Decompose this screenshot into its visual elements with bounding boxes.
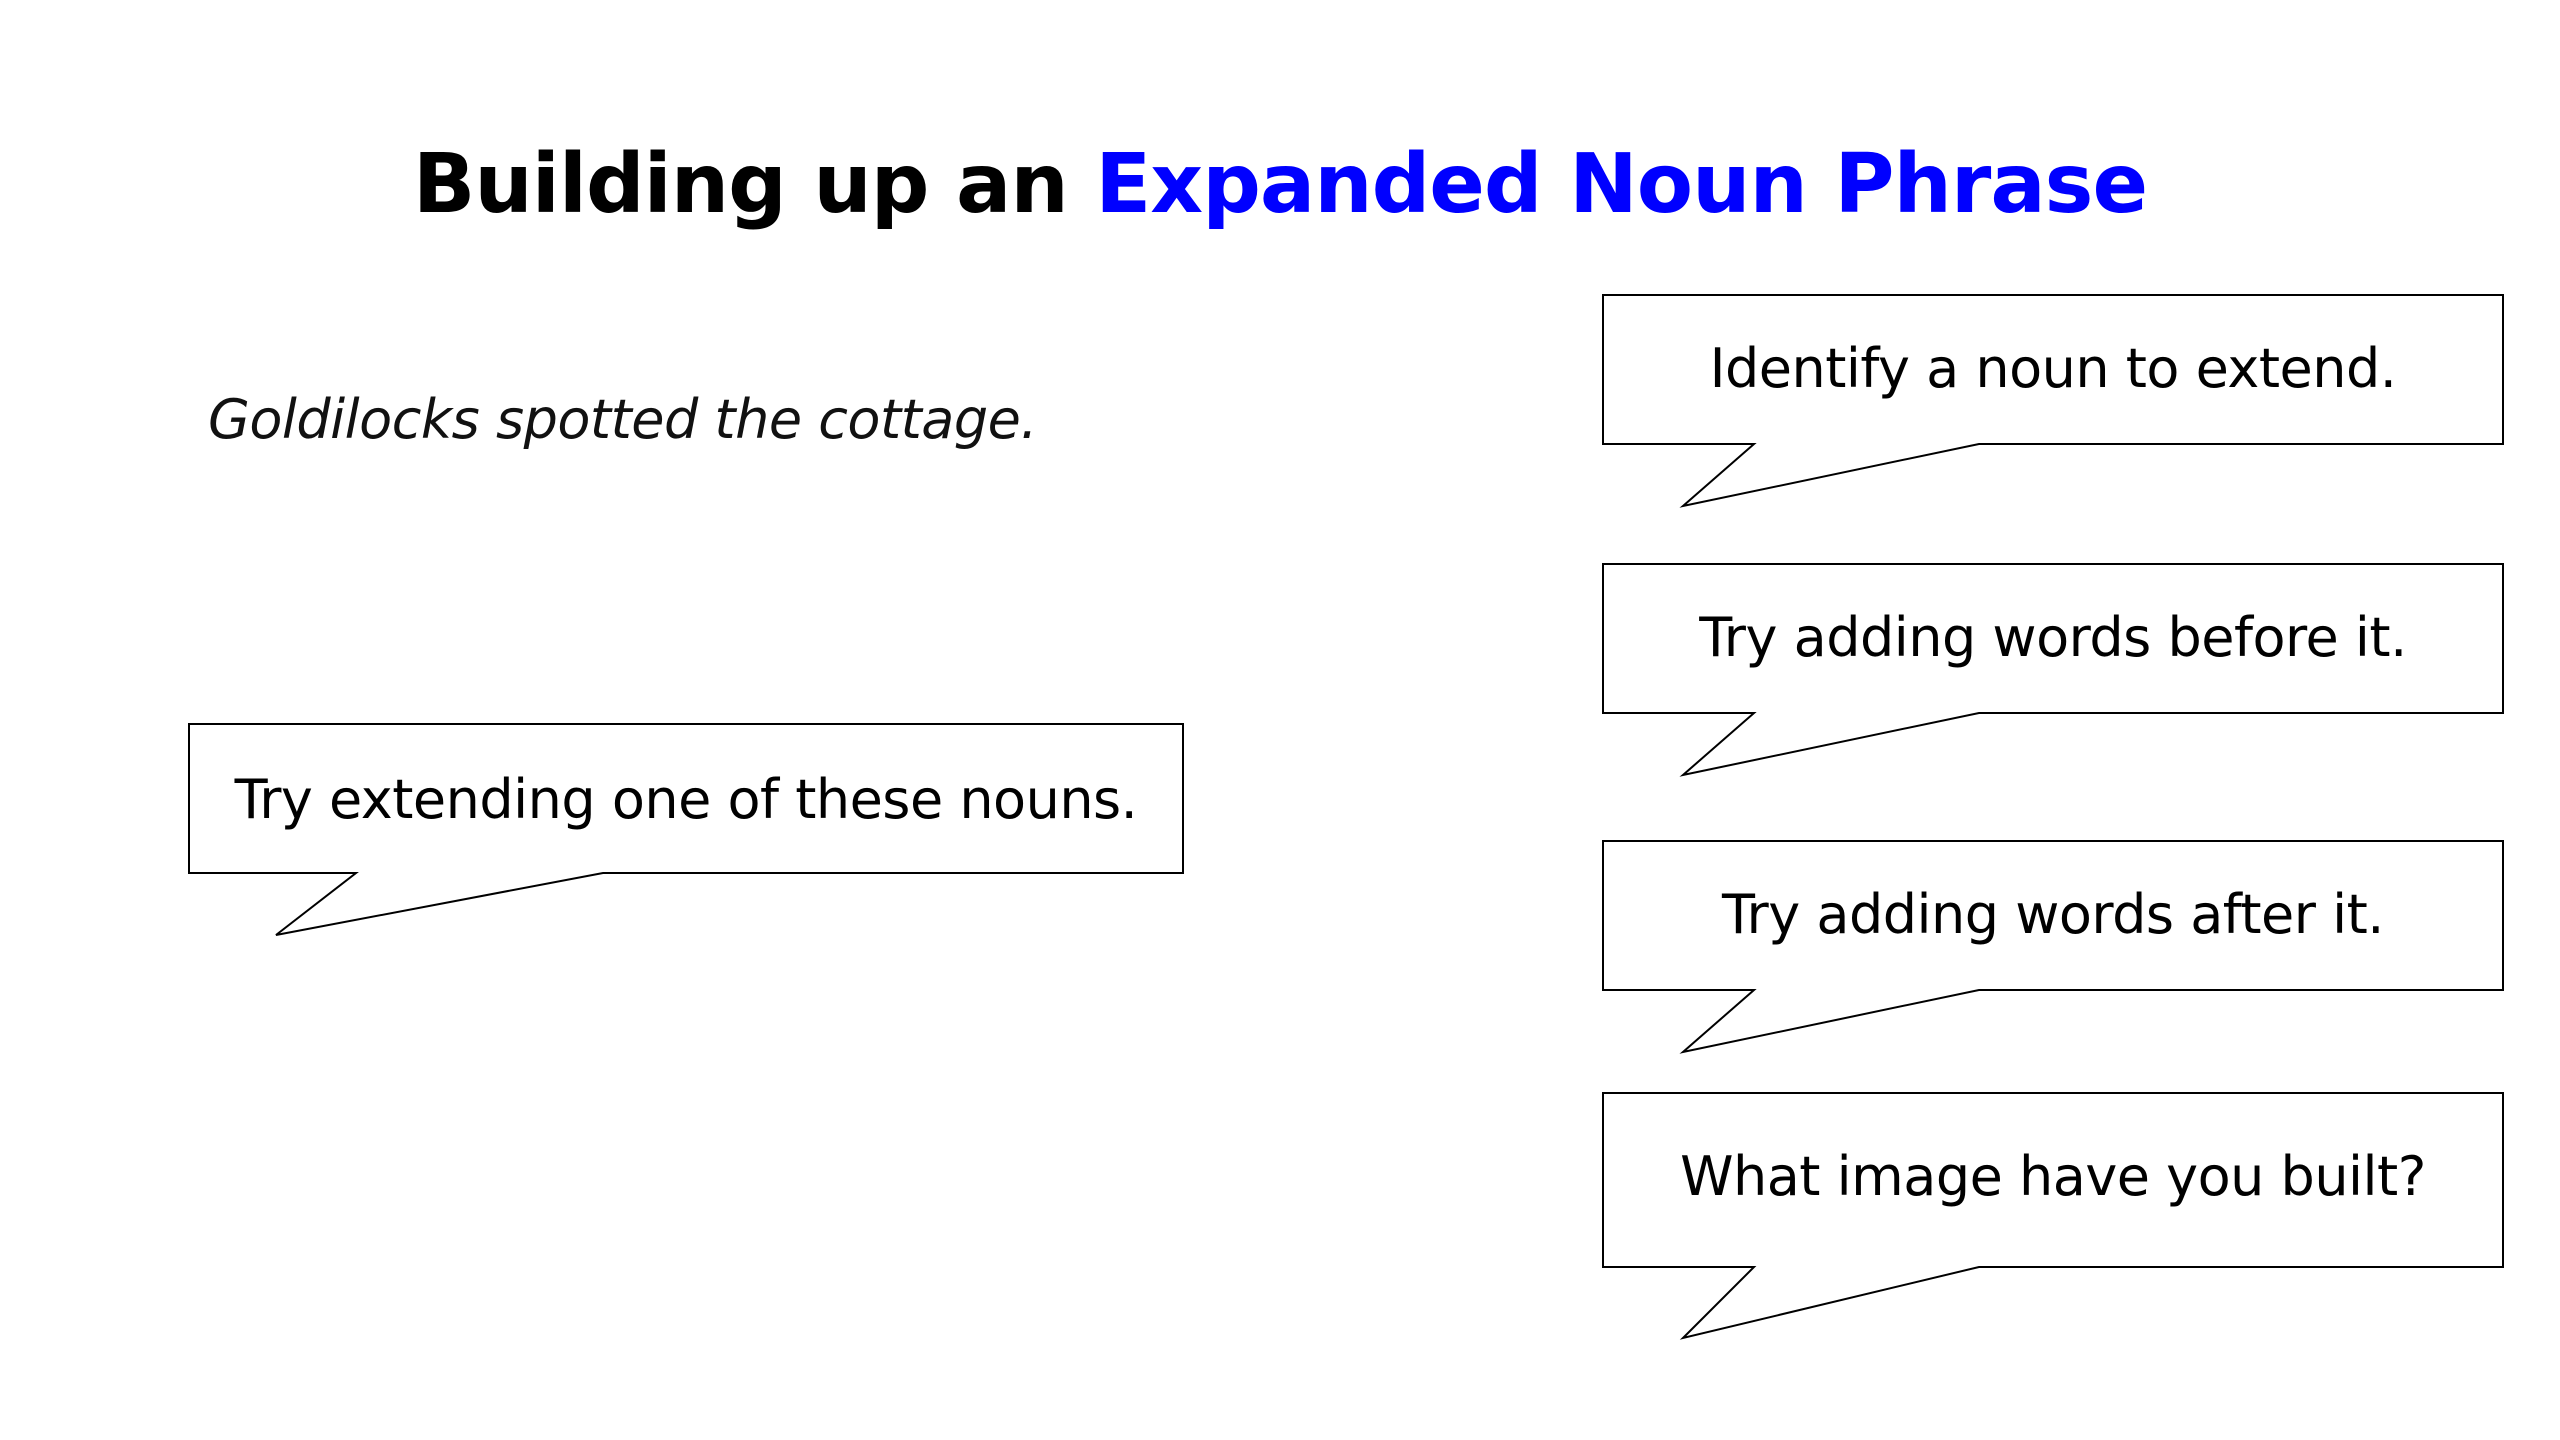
callout-step-after (1602, 840, 2504, 1055)
title-prefix: Building up an (412, 137, 1096, 232)
callout-extend-nouns (188, 723, 1184, 938)
example-sentence: Goldilocks spotted the cottage. (208, 388, 1038, 451)
callout-step-before (1602, 563, 2504, 778)
slide-title (0, 135, 2560, 235)
callout-text: Try adding words before it. (1699, 606, 2407, 669)
callout-text: Try extending one of these nouns. (234, 768, 1138, 831)
speech-bubble-shape (1602, 1092, 2504, 1342)
callout-text: Identify a noun to extend. (1709, 337, 2397, 400)
callout-text: What image have you built? (1680, 1145, 2426, 1208)
callout-step-identify (1602, 294, 2504, 509)
title-highlight: Expanded Noun Phrase (1095, 137, 2148, 232)
callout-text: Try adding words after it. (1722, 883, 2384, 946)
callout-step-image (1602, 1092, 2504, 1342)
